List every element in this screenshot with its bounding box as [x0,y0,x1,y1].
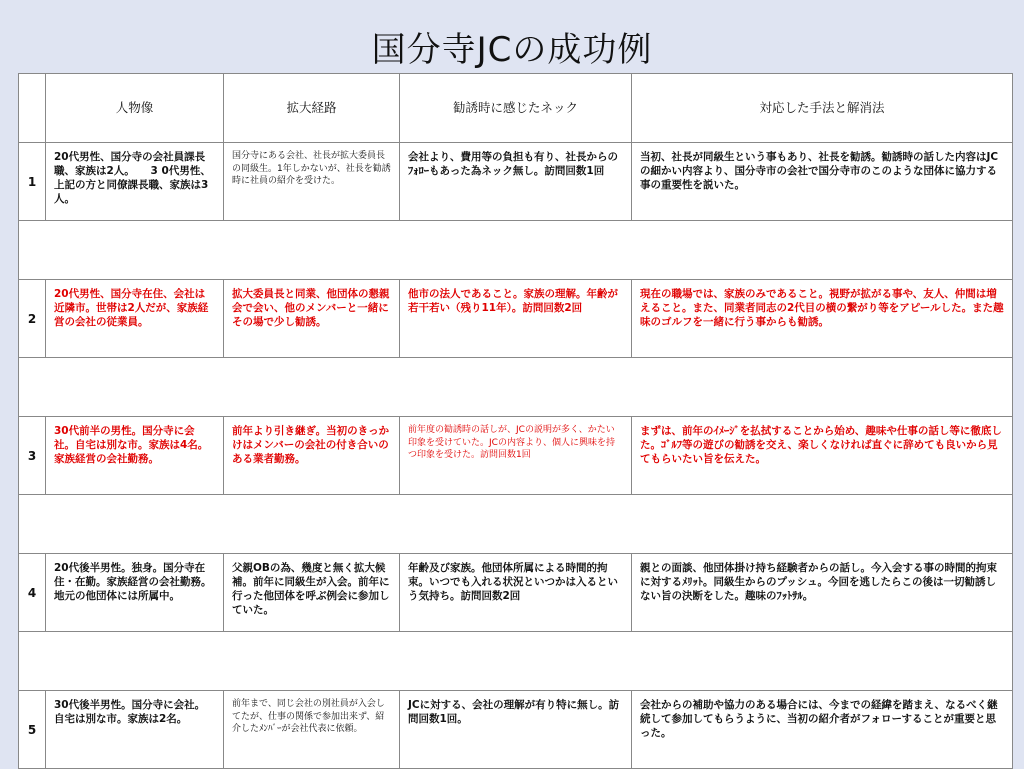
bottleneck-cell: 年齢及び家族。他団体所属による時間的拘束。いつでも入れる状況といつかは入るという気持ち。訪問回数2回 [400,554,632,632]
success-cases-table [18,73,1013,769]
solution-cell: 現在の職場では、家族のみであること。視野が拡がる事や、友人、仲間は増えること。また、同業者同志の2代目の横の繋がり等をアピールした。また趣味のゴルフを一緒に行う事からも勧誘。 [632,280,1013,358]
route-cell: 父親OBの為、幾度と無く拡大候補。前年に同級生が入会。前年に行った他団体を呼ぶ例会に参加していた。 [224,554,400,632]
header-number [19,74,46,143]
solution-cell: まずは、前年のｲﾒｰｼﾞを払拭することから始め、趣味や仕事の話し等に徹底した。ｺﾞﾙﾌ等の遊びの勧誘を交え、楽しくなければ直ぐに辞めても良いから見てもらいたい旨を伝えた。 [632,417,1013,495]
row-number: 4 [19,554,46,632]
slide-title: 国分寺JCの成功例 [371,30,653,70]
bottleneck-cell: 会社より、費用等の負担も有り、社長からのﾌｫﾛｰもあった為ネック無し。訪問回数1回 [400,143,632,221]
row-number: 5 [19,691,46,769]
table-row [19,280,1013,358]
solution-cell: 当初、社長が同級生という事もあり、社長を勧誘。勧誘時の話した内容はJCの細かい内容より、国分寺市の会社で国分寺市のこのような団体に協力する事の重要性を説いた。 [632,143,1013,221]
row-number: 3 [19,417,46,495]
row-number: 1 [19,143,46,221]
header-route: 拡大経路 [224,74,400,143]
solution-cell: 会社からの補助や協力のある場合には、今までの経緯を踏まえ、なるべく継続して参加してもらうように、当初の紹介者がフォローすることが重要と思った。 [632,691,1013,769]
bottleneck-cell: 前年度の勧誘時の話しが、JCの説明が多く、かたい印象を受けていた。JCの内容より、個人に興味を持つ印象を受けた。訪問回数1回 [400,417,632,495]
person-cell: 20代後半男性。独身。国分寺在住・在勤。家族経営の会社勤務。地元の他団体には所属中。 [46,554,224,632]
person-cell: 20代男性、国分寺の会社員課長職、家族は2人。 3 0代男性、上記の方と同僚課長職、家族は3人。 [46,143,224,221]
table-row [19,691,1013,769]
spacer-row [19,632,1013,691]
bottleneck-cell: JCに対する、会社の理解が有り特に無し。訪問回数1回。 [400,691,632,769]
person-cell: 30代後半男性。国分寺に会社。自宅は別な市。家族は2名。 [46,691,224,769]
spacer-row [19,221,1013,280]
spacer-row [19,358,1013,417]
person-cell: 30代前半の男性。国分寺に会社。自宅は別な市。家族は4名。家族経営の会社勤務。 [46,417,224,495]
route-cell: 国分寺にある会社、社長が拡大委員長の同級生。1年しかないが、社長を勧誘時に社員の紹介を受けた。 [224,143,400,221]
header-solution: 対応した手法と解消法 [632,74,1013,143]
route-cell: 前年まで、同じ会社の別社員が入会してたが、仕事の関係で参加出来ず、紹介したﾒﾝﾊﾞｰが会社代表に依頼。 [224,691,400,769]
table-row [19,554,1013,632]
row-number: 2 [19,280,46,358]
header-bottleneck: 勧誘時に感じたネック [400,74,632,143]
route-cell: 前年より引き継ぎ。当初のきっかけはメンバーの会社の付き合いのある業者勤務。 [224,417,400,495]
table-row [19,143,1013,221]
header-person: 人物像 [46,74,224,143]
bottleneck-cell: 他市の法人であること。家族の理解。年齢が若干若い（残り11年）。訪問回数2回 [400,280,632,358]
spacer-row [19,495,1013,554]
table-header-row [19,74,1013,143]
solution-cell: 親との面談、他団体掛け持ち経験者からの話し。今入会する事の時間的拘束に対するﾒﾘｯﾄ。同級生からのプッシュ。今回を逃したらこの後は一切勧誘しない旨の決断をした。趣味のﾌｯﾄｻﾙ。 [632,554,1013,632]
table-row [19,417,1013,495]
route-cell: 拡大委員長と同業、他団体の懇親会で会い、他のメンバーと一緒にその場で少し勧誘。 [224,280,400,358]
person-cell: 20代男性、国分寺在住、会社は近隣市。世帯は2人だが、家族経営の会社の従業員。 [46,280,224,358]
